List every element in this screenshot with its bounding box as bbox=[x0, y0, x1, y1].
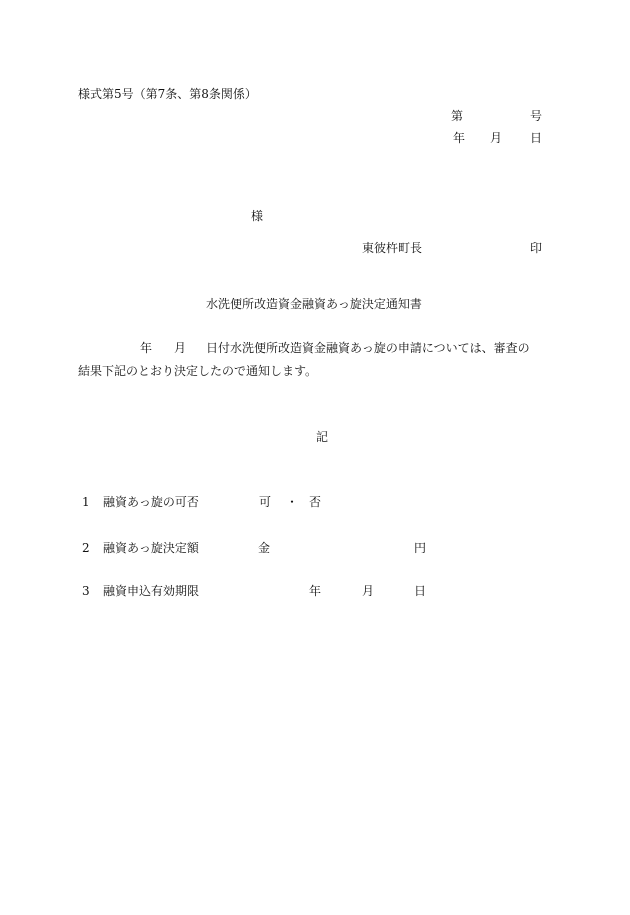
item-1-number: 1 bbox=[82, 495, 90, 509]
item-3-number: 3 bbox=[82, 584, 90, 598]
document-title: 水洗便所改造資金融資あっ旋決定通知書 bbox=[206, 297, 422, 311]
addressee-honorific: 様 bbox=[251, 209, 264, 223]
item-2-label: 融資あっ旋決定額 bbox=[103, 541, 199, 555]
body-year: 年 bbox=[140, 341, 153, 355]
item-1-approve: 可 bbox=[259, 495, 272, 509]
item-3-month: 月 bbox=[362, 584, 375, 598]
item-1-reject: 否 bbox=[309, 495, 322, 509]
seal-mark: 印 bbox=[530, 241, 543, 255]
issue-date-day: 日 bbox=[530, 131, 543, 145]
issuer-name: 東彼杵町長 bbox=[362, 241, 423, 255]
item-3-label: 融資申込有効期限 bbox=[103, 584, 200, 598]
item-3-day: 日 bbox=[414, 584, 427, 598]
item-1-separator: ・ bbox=[286, 495, 299, 509]
issue-date-year: 年 bbox=[453, 131, 466, 145]
body-month: 月 bbox=[174, 341, 187, 355]
document-number-prefix: 第 bbox=[451, 109, 464, 123]
ki-heading: 記 bbox=[316, 430, 329, 444]
issue-date-month: 月 bbox=[490, 131, 503, 145]
body-text-line-1 bbox=[78, 340, 530, 356]
item-1-label: 融資あっ旋の可否 bbox=[103, 495, 199, 509]
item-2-amount-unit: 円 bbox=[414, 541, 427, 555]
item-2-number: 2 bbox=[82, 541, 90, 555]
body-text-1: 日付水洗便所改造資金融資あっ旋の申請については、審査の bbox=[206, 341, 530, 355]
item-3-year: 年 bbox=[309, 584, 322, 598]
form-identifier: 様式第5号（第7条、第8条関係） bbox=[78, 87, 257, 101]
document-number-suffix: 号 bbox=[530, 109, 543, 123]
body-text-line-2: 結果下記のとおり決定したので通知します。 bbox=[78, 364, 318, 378]
item-2-amount-prefix: 金 bbox=[258, 541, 271, 555]
